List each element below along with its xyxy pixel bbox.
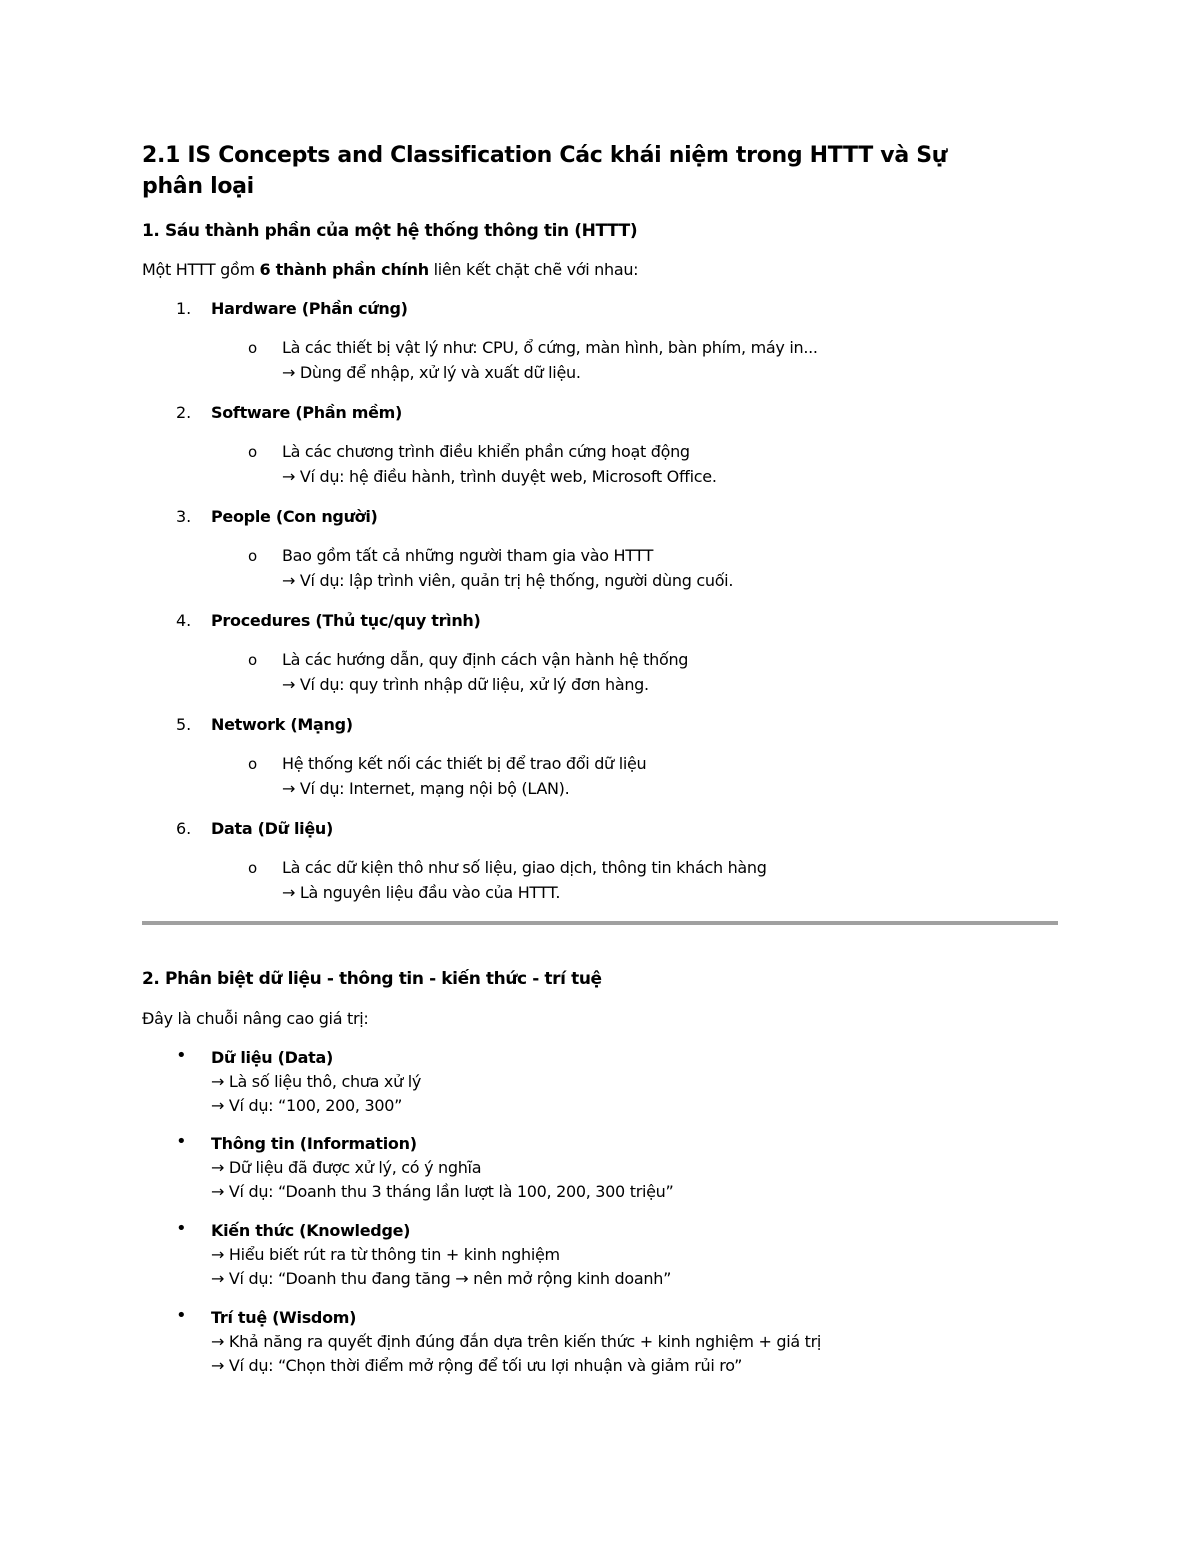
intro-text-end: liên kết chặt chẽ với nhau: bbox=[428, 260, 639, 279]
concept-description: → Là số liệu thô, chưa xử lý bbox=[211, 1072, 422, 1091]
component-example: → Là nguyên liệu đầu vào của HTTT. bbox=[282, 883, 561, 902]
sub-bullet-icon: o bbox=[248, 651, 258, 669]
bullet-icon: • bbox=[176, 1218, 187, 1239]
list-number: 5. bbox=[176, 715, 192, 734]
component-title: People (Con người) bbox=[211, 507, 378, 526]
concept-description: → Hiểu biết rút ra từ thông tin + kinh nghiệm bbox=[211, 1245, 560, 1264]
component-description: Là các dữ kiện thô như số liệu, giao dịch, thông tin khách hàng bbox=[282, 858, 767, 877]
component-example: → Ví dụ: Internet, mạng nội bộ (LAN). bbox=[282, 779, 570, 798]
component-title: Software (Phần mềm) bbox=[211, 403, 403, 422]
section1-intro bbox=[142, 258, 638, 282]
component-title: Network (Mạng) bbox=[211, 715, 353, 734]
concept-description: → Khả năng ra quyết định đúng đắn dựa trên kiến thức + kinh nghiệm + giá trị bbox=[211, 1332, 822, 1351]
sub-bullet-icon: o bbox=[248, 339, 258, 357]
list-number: 1. bbox=[176, 299, 192, 318]
component-description: Là các chương trình điều khiển phần cứng hoạt động bbox=[282, 442, 690, 461]
concept-example: → Ví dụ: “Doanh thu đang tăng → nên mở rộng kinh doanh” bbox=[211, 1269, 672, 1288]
page-title-line1: 2.1 IS Concepts and Classification Các khái niệm trong HTTT và Sự bbox=[142, 143, 948, 168]
bullet-icon: • bbox=[176, 1045, 187, 1066]
list-number: 4. bbox=[176, 611, 192, 630]
component-example: → Ví dụ: lập trình viên, quản trị hệ thống, người dùng cuối. bbox=[282, 571, 734, 590]
horizontal-divider bbox=[142, 921, 1058, 925]
section2-intro: Đây là chuỗi nâng cao giá trị: bbox=[142, 1009, 369, 1028]
bullet-icon: • bbox=[176, 1305, 187, 1326]
sub-bullet-icon: o bbox=[248, 547, 258, 565]
page-title-line2: phân loại bbox=[142, 174, 254, 199]
concept-title: Trí tuệ (Wisdom) bbox=[211, 1308, 357, 1327]
concept-example: → Ví dụ: “Doanh thu 3 tháng lần lượt là 100, 200, 300 triệu” bbox=[211, 1182, 674, 1201]
component-description: Hệ thống kết nối các thiết bị để trao đổi dữ liệu bbox=[282, 754, 647, 773]
component-title: Hardware (Phần cứng) bbox=[211, 299, 408, 318]
list-number: 6. bbox=[176, 819, 192, 838]
component-description: Là các hướng dẫn, quy định cách vận hành hệ thống bbox=[282, 650, 689, 669]
concept-title: Dữ liệu (Data) bbox=[211, 1048, 333, 1067]
concept-title: Thông tin (Information) bbox=[211, 1134, 417, 1153]
concept-example: → Ví dụ: “Chọn thời điểm mở rộng để tối ưu lợi nhuận và giảm rủi ro” bbox=[211, 1356, 743, 1375]
concept-title: Kiến thức (Knowledge) bbox=[211, 1221, 411, 1240]
component-description: Là các thiết bị vật lý như: CPU, ổ cứng, màn hình, bàn phím, máy in... bbox=[282, 338, 818, 357]
component-example: → Ví dụ: hệ điều hành, trình duyệt web, Microsoft Office. bbox=[282, 467, 717, 486]
component-example: → Dùng để nhập, xử lý và xuất dữ liệu. bbox=[282, 363, 581, 382]
sub-bullet-icon: o bbox=[248, 755, 258, 773]
section1-heading: 1. Sáu thành phần của một hệ thống thông tin (HTTT) bbox=[142, 221, 638, 241]
intro-bold: 6 thành phần chính bbox=[259, 260, 429, 279]
section2-heading: 2. Phân biệt dữ liệu - thông tin - kiến thức - trí tuệ bbox=[142, 969, 602, 989]
concept-example: → Ví dụ: “100, 200, 300” bbox=[211, 1096, 403, 1115]
component-example: → Ví dụ: quy trình nhập dữ liệu, xử lý đơn hàng. bbox=[282, 675, 649, 694]
list-number: 3. bbox=[176, 507, 192, 526]
sub-bullet-icon: o bbox=[248, 443, 258, 461]
intro-text: Một HTTT gồm bbox=[142, 260, 260, 279]
sub-bullet-icon: o bbox=[248, 859, 258, 877]
concept-description: → Dữ liệu đã được xử lý, có ý nghĩa bbox=[211, 1158, 482, 1177]
list-number: 2. bbox=[176, 403, 192, 422]
bullet-icon: • bbox=[176, 1131, 187, 1152]
component-title: Data (Dữ liệu) bbox=[211, 819, 333, 838]
component-title: Procedures (Thủ tục/quy trình) bbox=[211, 611, 481, 630]
component-description: Bao gồm tất cả những người tham gia vào HTTT bbox=[282, 546, 654, 565]
